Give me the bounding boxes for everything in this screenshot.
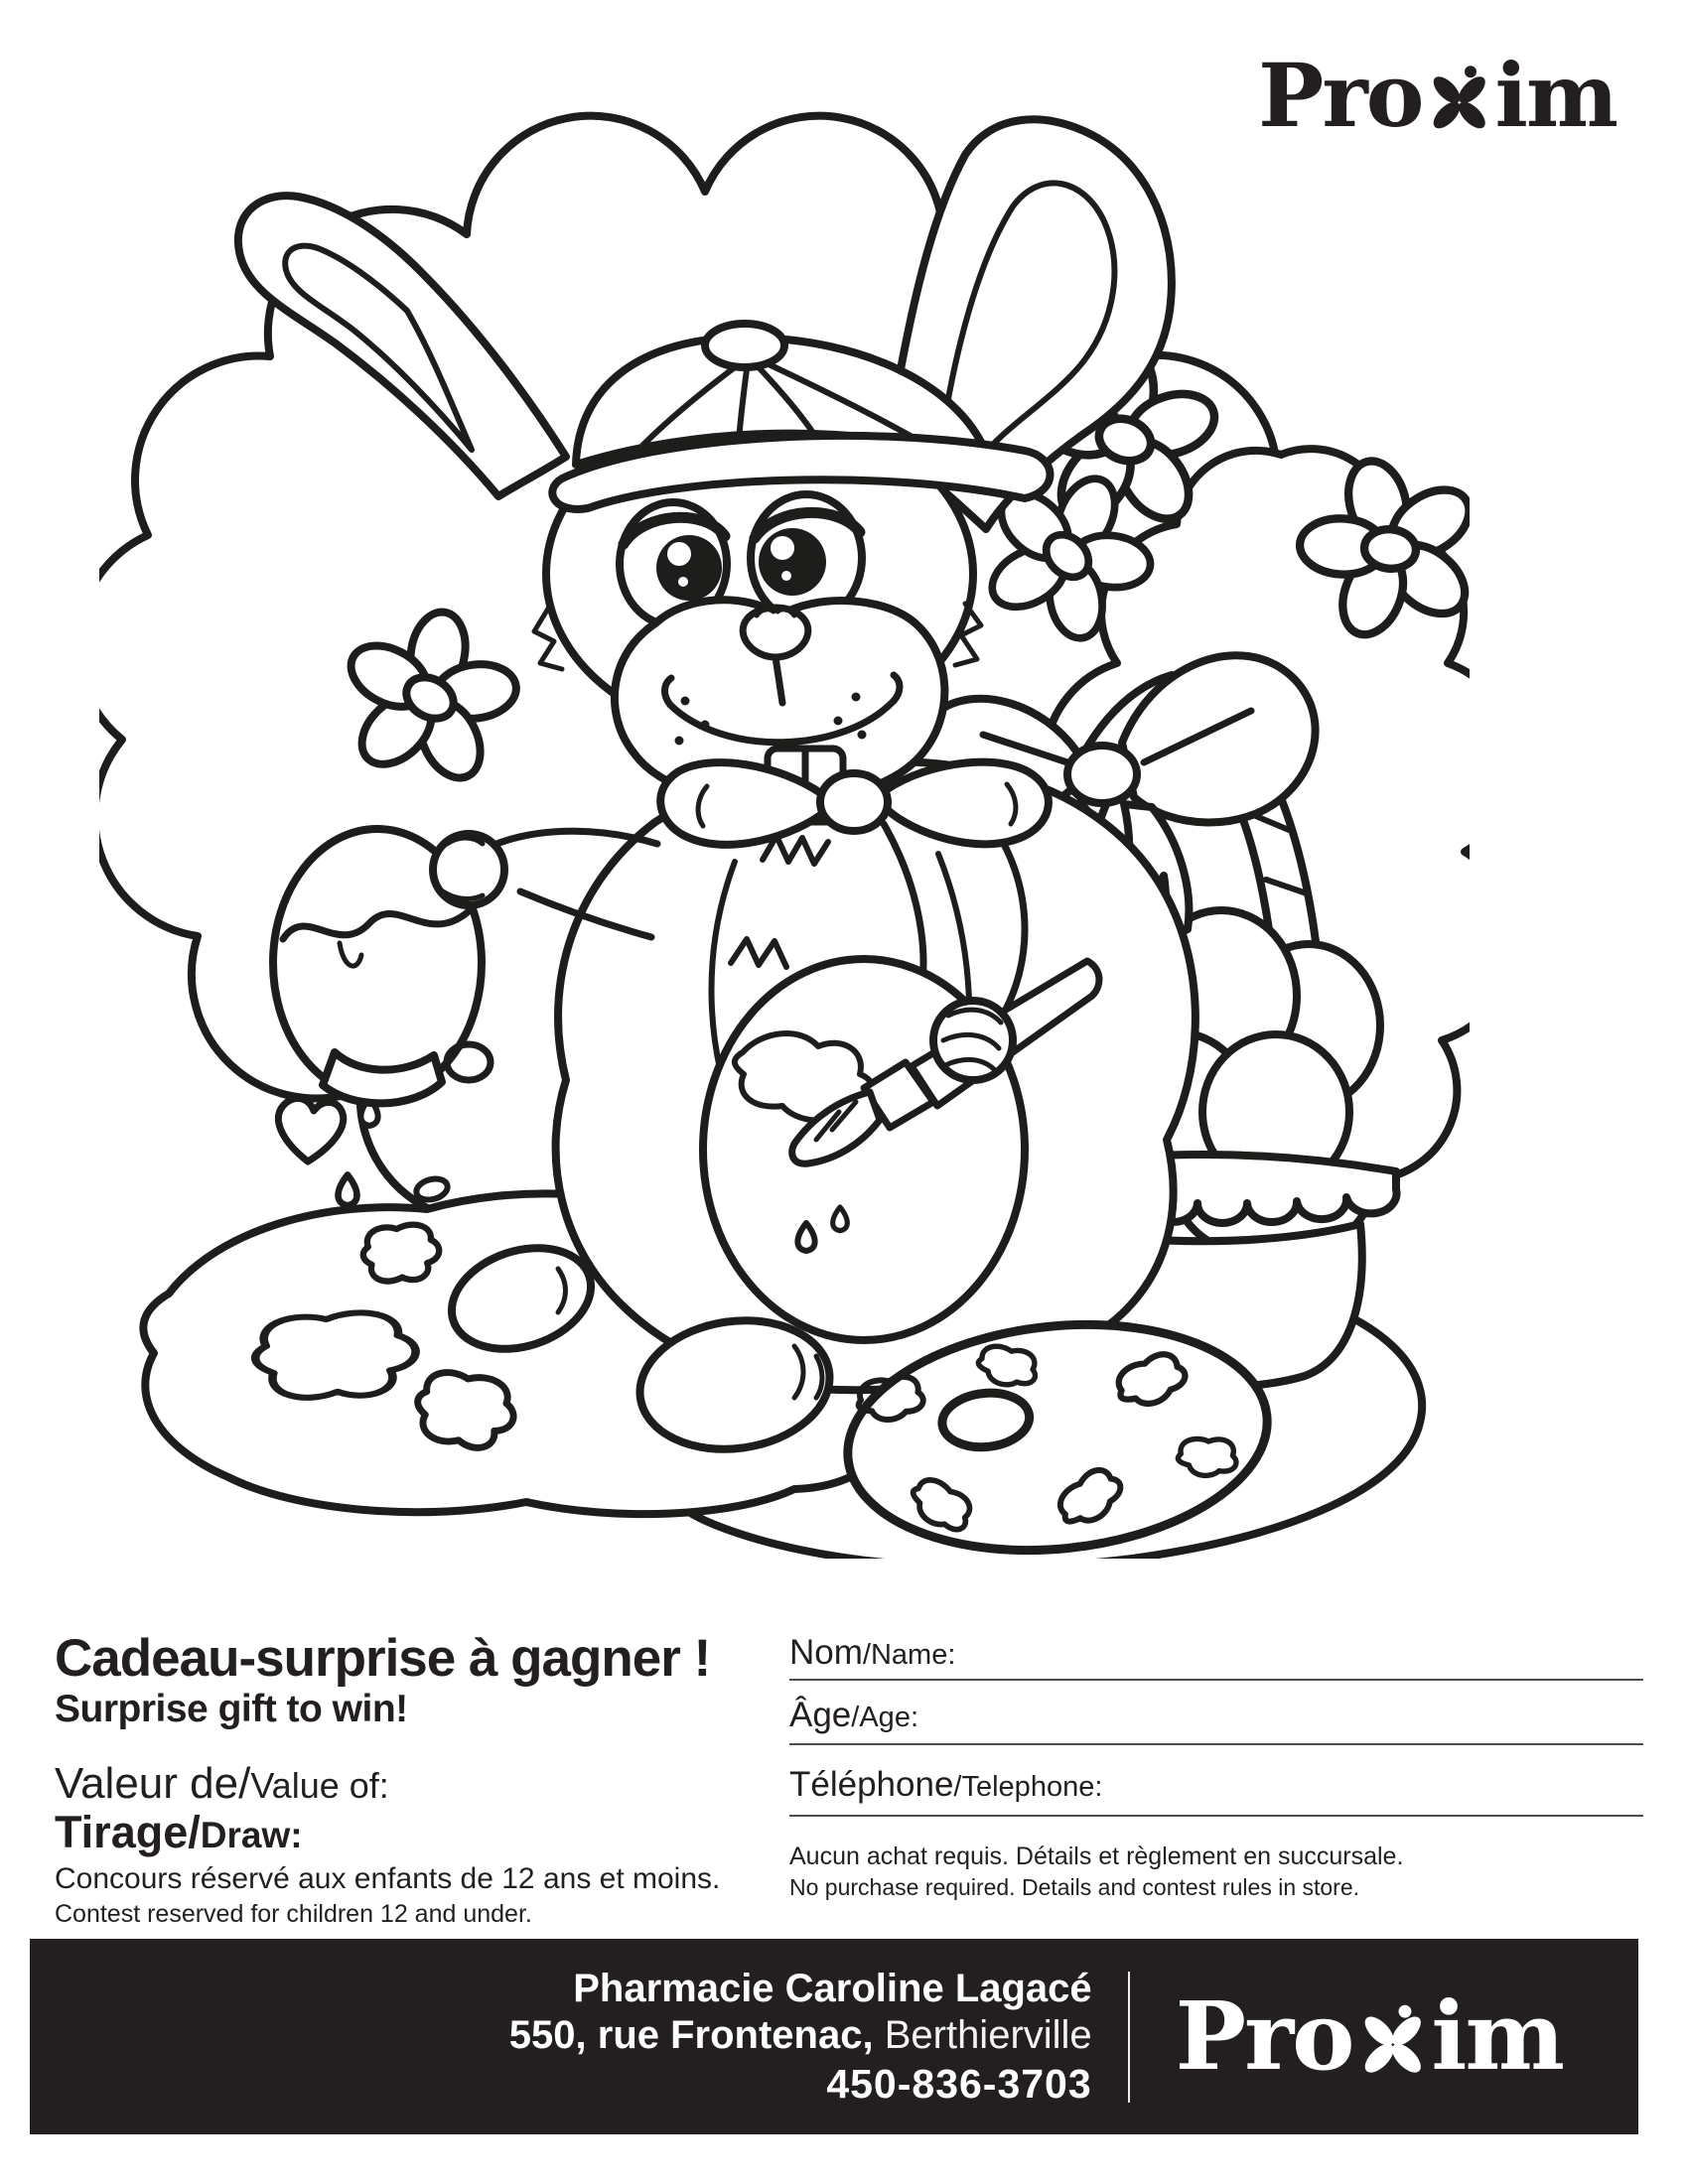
- proxim-logo-footer: [1175, 1981, 1563, 2092]
- pharmacy-info: [509, 1966, 1092, 2108]
- age-field[interactable]: [789, 1696, 1643, 1745]
- contest-note-french: Concours réservé aux enfants de 12 ans et moins.: [55, 1862, 721, 1895]
- age-label-en: Age:: [859, 1702, 919, 1733]
- draw-label-fr: Tirage: [55, 1807, 189, 1857]
- pharmacy-phone: 450-836-3703: [826, 2060, 1092, 2107]
- name-separator: /: [862, 1639, 871, 1671]
- draw-separator: /: [188, 1807, 201, 1857]
- telephone-label-en: Telephone:: [961, 1771, 1103, 1803]
- value-label-fr: Valeur de: [55, 1759, 239, 1808]
- value-label-en: Value of:: [250, 1765, 389, 1806]
- proxim-flower-icon-footer: [1351, 2002, 1435, 2078]
- proxim-footer-post: im: [1431, 1981, 1563, 2092]
- rules-note-french: Aucun achat requis. Détails et règlement en succursale.: [789, 1843, 1404, 1870]
- name-label-fr: Nom: [789, 1633, 863, 1672]
- value-row: [55, 1759, 389, 1809]
- headline-english: Surprise gift to win!: [55, 1688, 408, 1730]
- draw-label-en: Draw:: [200, 1815, 303, 1855]
- proxim-footer-pre: Pro: [1175, 1981, 1353, 2092]
- rules-note-english: No purchase required. Details and contest rules in store.: [789, 1874, 1360, 1900]
- telephone-separator: /: [953, 1771, 962, 1803]
- name-label-en: Name:: [870, 1639, 956, 1671]
- age-separator: /: [851, 1702, 860, 1733]
- pharmacy-city: Berthierville: [884, 2013, 1092, 2058]
- proxim-logo-pre: Pro: [1258, 44, 1423, 147]
- telephone-field[interactable]: [789, 1765, 1643, 1817]
- draw-row: [55, 1807, 303, 1858]
- value-separator: /: [238, 1759, 251, 1808]
- age-label-fr: Âge: [789, 1696, 852, 1734]
- pharmacy-name: Pharmacie Caroline Lagacé: [573, 1967, 1092, 2011]
- pharmacy-street: 550, rue Frontenac,: [508, 2013, 874, 2058]
- headline-french: Cadeau-surprise à gagner !: [55, 1629, 711, 1688]
- footer-divider: [1128, 1972, 1130, 2103]
- footer-bar: [30, 1939, 1638, 2134]
- telephone-label-fr: Téléphone: [789, 1765, 954, 1804]
- coloring-illustration: [99, 107, 1470, 1559]
- contest-note-english: Contest reserved for children 12 and under.: [55, 1900, 532, 1928]
- pharmacy-address: [509, 2012, 1092, 2059]
- name-field[interactable]: [789, 1633, 1643, 1681]
- proxim-logo-post: im: [1494, 44, 1617, 147]
- coloring-illustration-svg: [99, 107, 1470, 1559]
